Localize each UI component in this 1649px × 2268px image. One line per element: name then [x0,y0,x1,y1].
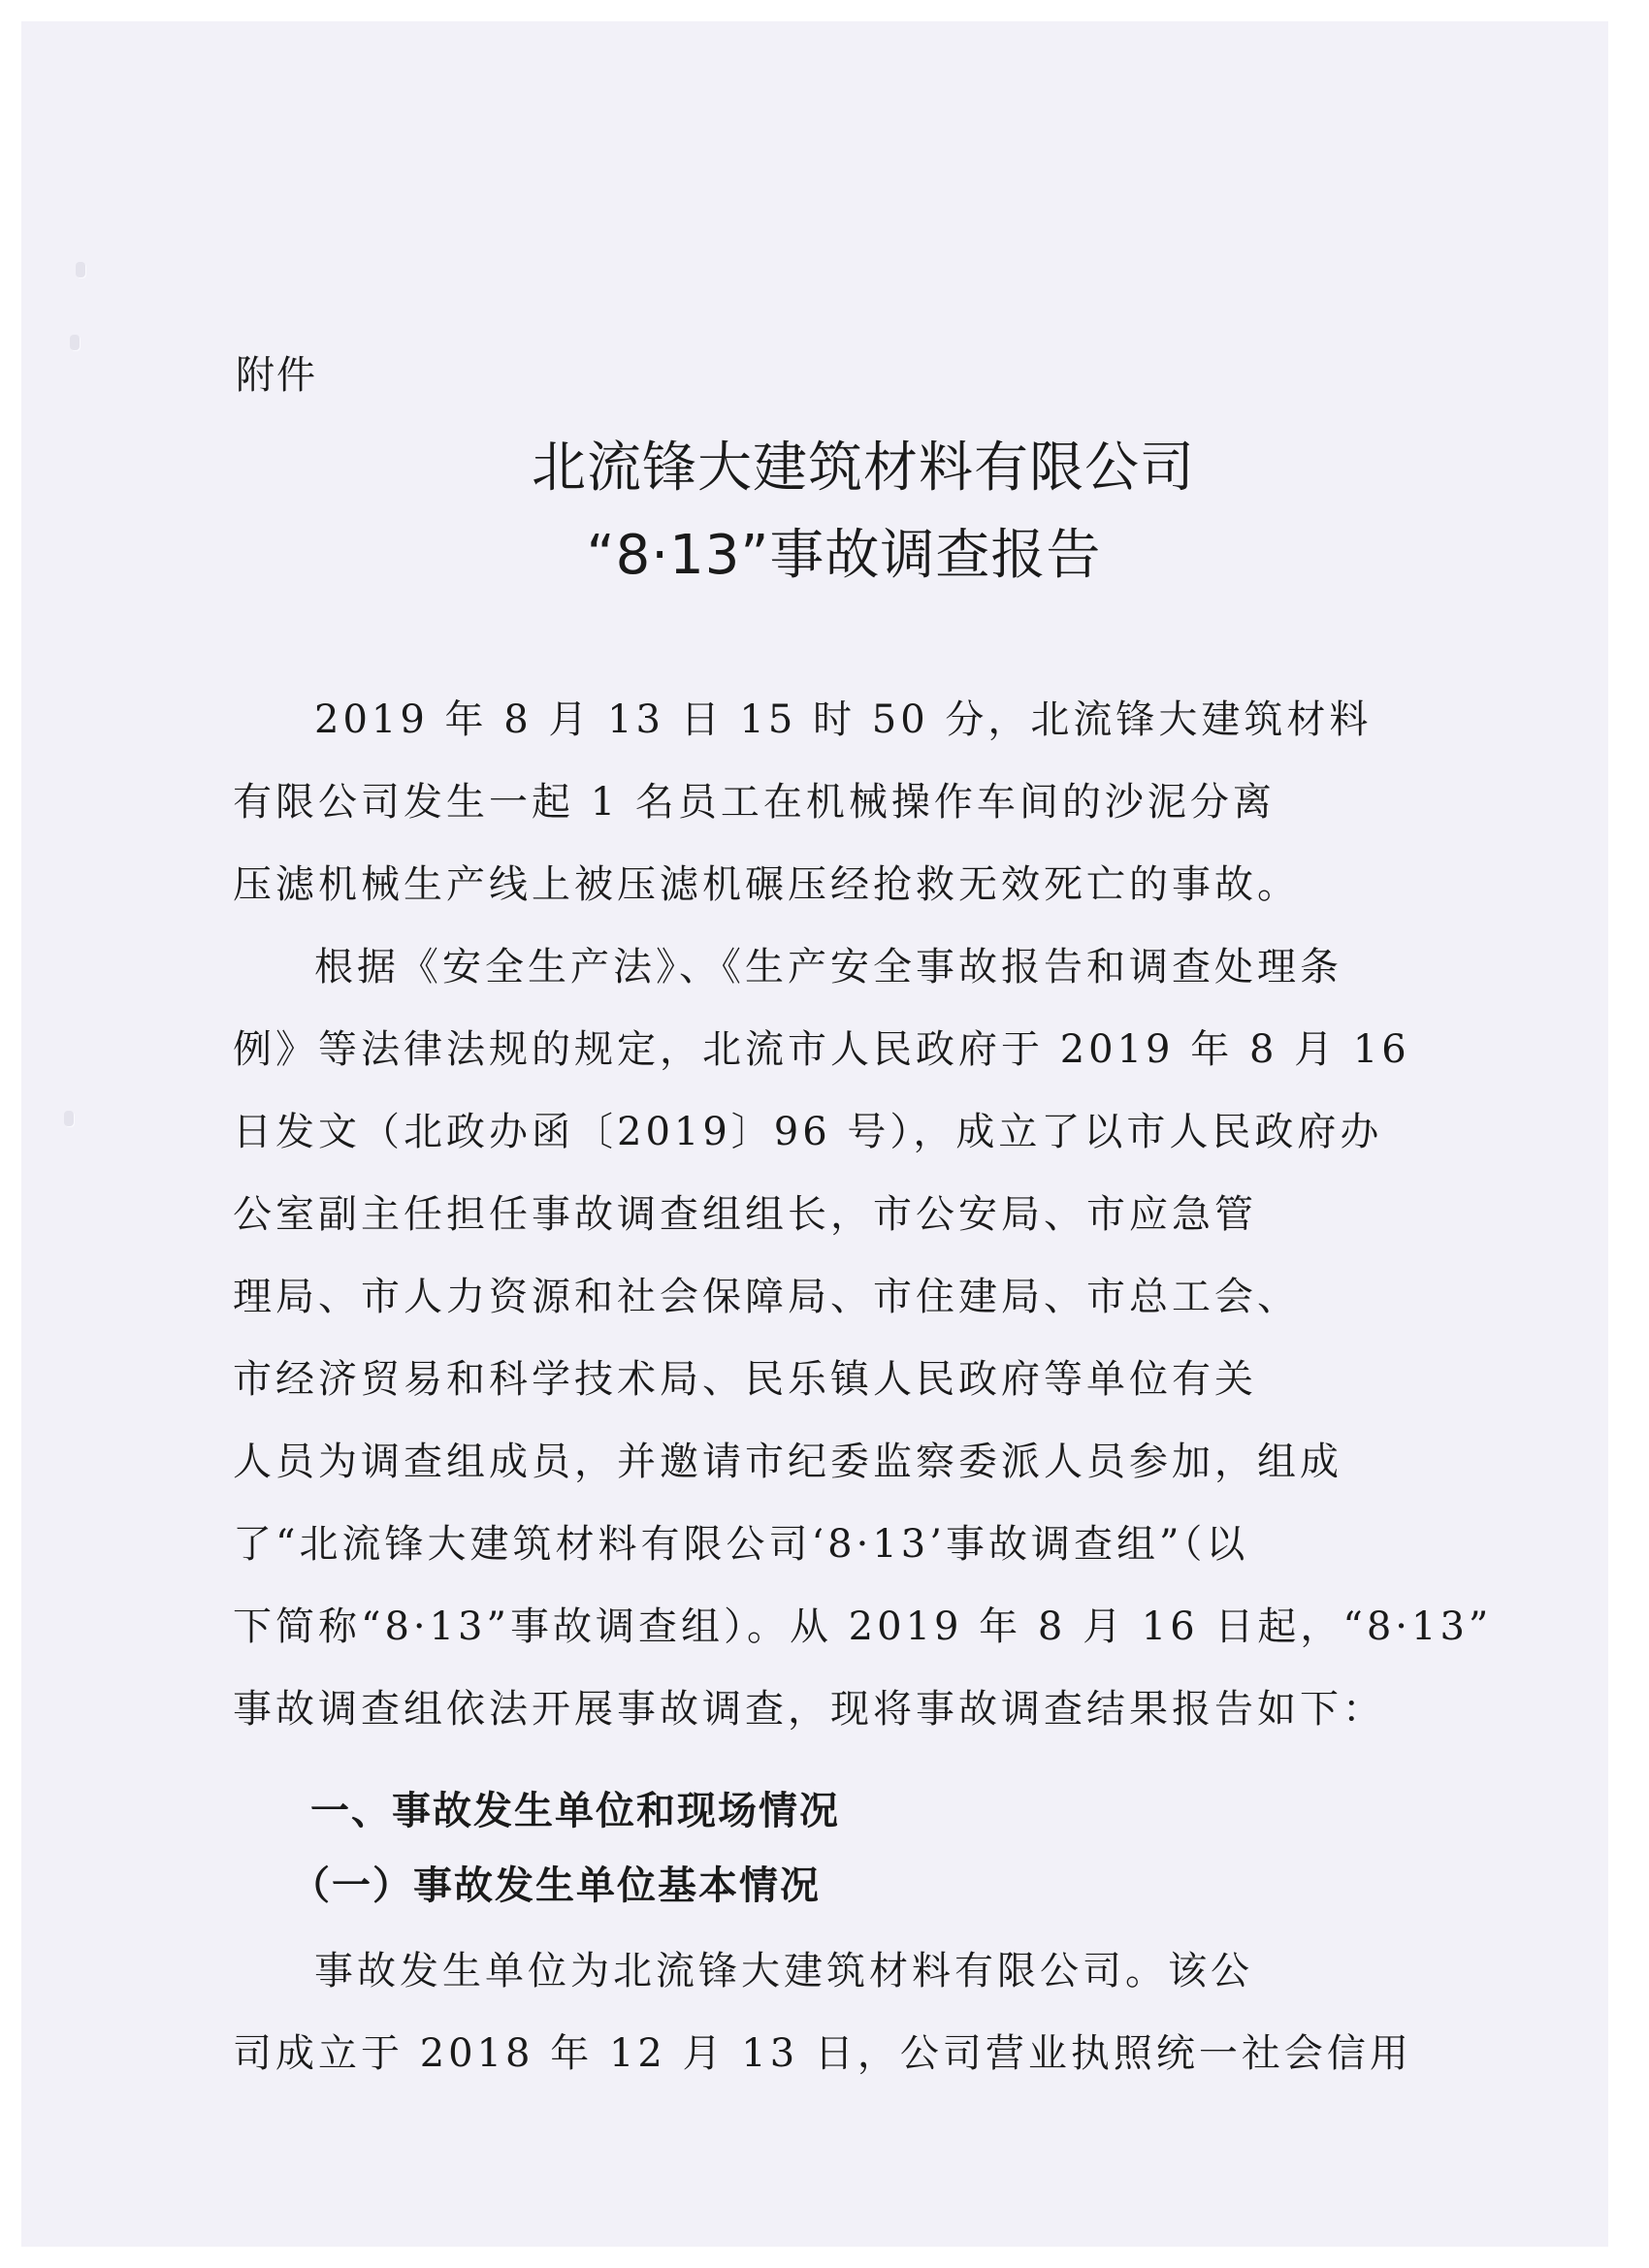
paragraph-line: 了“北流锋大建筑材料有限公司‘8·13’事故调查组”（以 [233,1522,1249,1567]
staple-hole-mark [76,262,85,277]
staple-hole-mark [64,1111,74,1126]
paragraph-line: 2019 年 8 月 13 日 15 时 50 分，北流锋大建筑材料 [314,697,1373,742]
paragraph-line: 下简称“8·13”事故调查组）。从 2019 年 8 月 16 日起，“8·13” [233,1604,1493,1649]
paragraph-line: 有限公司发生一起 1 名员工在机械操作车间的沙泥分离 [233,780,1276,825]
section-heading: 一、事故发生单位和现场情况 [310,1789,840,1833]
paragraph-line: 司成立于 2018 年 12 月 13 日，公司营业执照统一社会信用 [233,2031,1412,2076]
staple-hole-mark [70,335,80,350]
paragraph-line: 日发文（北政办函〔2019〕96 号），成立了以市人民政府办 [233,1110,1383,1154]
intro-paragraph [233,679,1373,926]
report-title-line-1: 北流锋大建筑材料有限公司 [532,437,1195,500]
paragraph-line: 压滤机械生产线上被压滤机碾压经抢救无效死亡的事故。 [233,862,1300,907]
subsection-heading: （一）事故发生单位基本情况 [291,1863,821,1908]
paragraph-line: 根据《安全生产法》、《生产安全事故报告和调查处理条 [314,945,1342,989]
paragraph-line: 人员为调查组成员，并邀请市纪委监察委派人员参加，组成 [233,1440,1342,1484]
paragraph-line: 市经济贸易和科学技术局、民乐镇人民政府等单位有关 [233,1357,1257,1402]
paragraph-line: 公室副主任担任事故调查组组长，市公安局、市应急管 [233,1192,1257,1237]
paragraph-line: 理局、市人力资源和社会保障局、市住建局、市总工会、 [233,1275,1300,1319]
paragraph-line: 例》等法律法规的规定，北流市人民政府于 2019 年 8 月 16 [233,1027,1410,1072]
report-title-line-2: “8·13”事故调查报告 [586,524,1102,587]
legal-basis-paragraph [233,926,1493,1751]
attachment-label: 附件 [236,353,317,398]
paragraph-line: 事故发生单位为北流锋大建筑材料有限公司。该公 [314,1949,1253,1993]
company-info-paragraph [233,1930,1412,2095]
paragraph-line: 事故调查组依法开展事故调查，现将事故调查结果报告如下： [233,1687,1385,1732]
